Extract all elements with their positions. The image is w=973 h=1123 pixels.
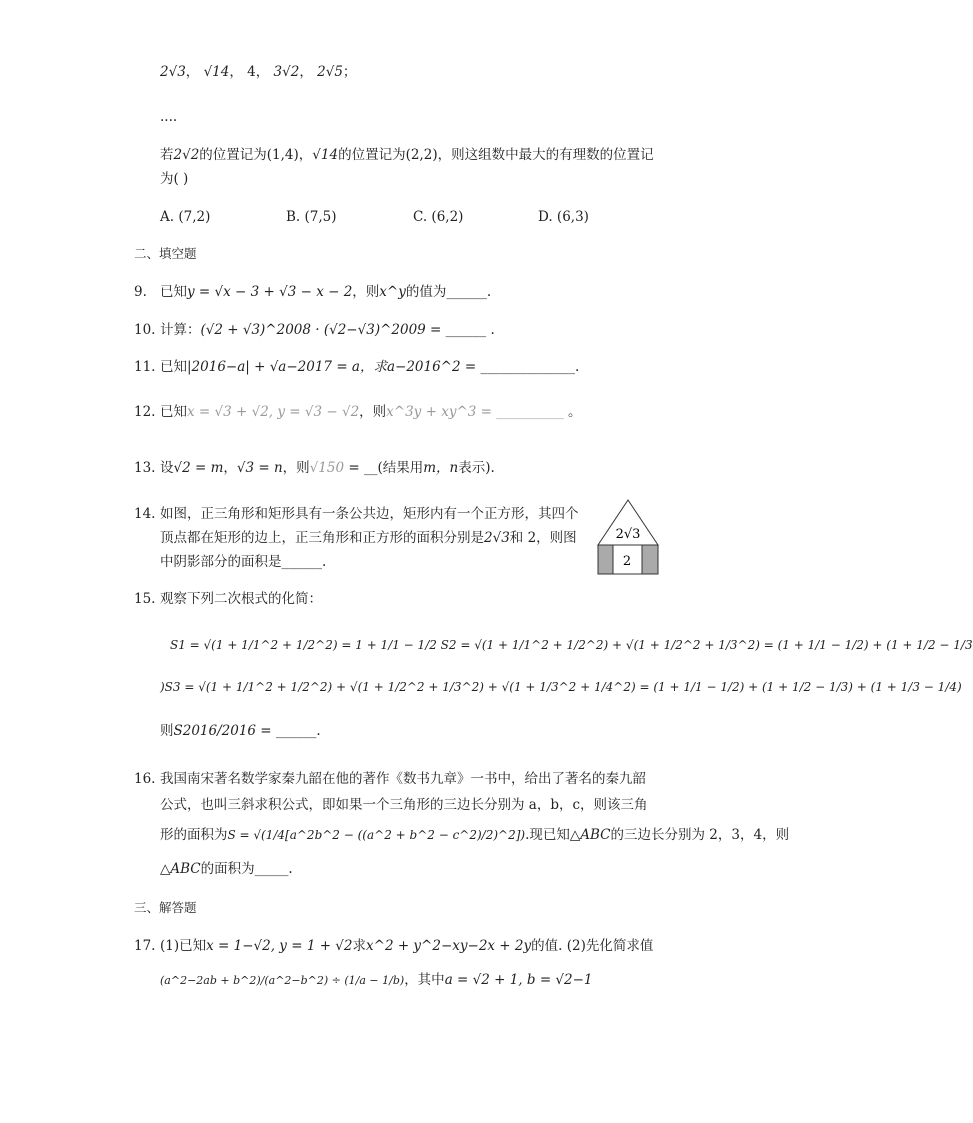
math: 2√3	[484, 530, 510, 546]
text: (1)已知	[160, 938, 207, 954]
math: △ABC	[160, 861, 201, 877]
q8-option-c: C. (6,2)	[413, 209, 464, 225]
math: x^2 + y^2−xy−2x + 2y	[366, 938, 532, 954]
q17-line2	[160, 971, 593, 990]
heron-formula: S = √(1/4[a^2b^2 − ((a^2 + b^2 − c^2)/2)^2])	[227, 828, 526, 842]
math: 2√2	[173, 147, 200, 163]
text: 的值. (2)先化简求值	[531, 938, 654, 954]
text: ______ .	[441, 322, 495, 338]
text: 的面积为_____.	[200, 861, 293, 877]
math: △ABC	[569, 827, 611, 843]
text: 形的面积为	[160, 827, 228, 843]
q14-line1: 如图，正三角形和矩形具有一条公共边，矩形内有一个正方形，其四个	[160, 506, 579, 522]
q12-number: 12.	[134, 404, 156, 420]
q15-formula-1: S1 = √(1 + 1/1^2 + 1/2^2) = 1 + 1/1 − 1/2 S2 = √(1 + 1/1^2 + 1/2^2) + √(1 + 1/2^2 + 1/3^2) = (1 + 1/1 − 1/2) + (1 + 1/2 − 1/3	[170, 638, 973, 652]
text: .现已知	[525, 827, 570, 843]
math: (a^2−2ab + b^2)/(a^2−b^2) ÷ (1/a − 1/b)	[160, 974, 405, 987]
text: 的值为______.	[405, 284, 492, 300]
q15-number: 15.	[134, 591, 156, 607]
q14-line2	[160, 529, 577, 547]
tail: ；	[342, 64, 357, 80]
math: √150	[309, 460, 345, 476]
text: ______________.	[476, 359, 580, 375]
section-title-fill-blank: 二、填空题	[134, 246, 197, 261]
text: 若	[160, 147, 174, 163]
sep: ，	[299, 64, 313, 80]
text: 已知	[160, 359, 187, 375]
math: S2016/2016 = ______.	[173, 723, 321, 739]
q13-body	[160, 459, 495, 477]
text: 的位置记为(1,4)，	[199, 147, 313, 163]
q8-ellipsis: ....	[160, 109, 178, 125]
q8-val-c: 4	[247, 64, 256, 80]
text: 设	[160, 460, 174, 476]
q8-sequence-row	[160, 63, 356, 81]
math: x = 1−√2, y = 1 + √2	[206, 938, 353, 954]
text: ，则	[359, 404, 387, 420]
q15-formula-2: )S3 = √(1 + 1/1^2 + 1/2^2) + √(1 + 1/2^2 + 1/3^2) + √(1 + 1/3^2 + 1/4^2) = (1 + 1/1 − 1/2) + (1 + 1/2 − 1/3) + (1 + 1/3 − 1/4)	[160, 680, 962, 694]
math: √2 = m	[173, 460, 224, 476]
q8-stem-line2: 为( )	[160, 171, 189, 187]
text: 表示).	[458, 460, 495, 476]
math: m，n	[423, 460, 459, 476]
q16-line3	[160, 826, 789, 844]
q8-stem-line1	[160, 146, 654, 164]
q8-val-a: 2√3	[160, 64, 186, 80]
math: √3 = n	[236, 460, 283, 476]
text: 已知	[160, 284, 187, 300]
q15-intro: 观察下列二次根式的化简：	[160, 591, 322, 607]
q15-question	[160, 722, 321, 740]
text: = __(结果用	[344, 460, 424, 476]
q16-number: 16.	[134, 771, 156, 787]
q8-option-a: A. (7,2)	[160, 209, 211, 225]
section-title-solve: 三、解答题	[134, 900, 197, 915]
math: x^y	[379, 284, 406, 300]
text: 已知	[160, 404, 187, 420]
q8-val-e: 2√5	[317, 64, 343, 80]
q14-number: 14.	[134, 506, 156, 522]
math: (√2 + √3)^2008 · (√2−√3)^2009 =	[200, 322, 442, 338]
q13-number: 13.	[134, 460, 156, 476]
math: x = √3 + √2, y = √3 − √2	[187, 404, 360, 420]
text: ，其中	[404, 972, 445, 988]
text: 。	[563, 404, 582, 420]
sep: ，	[255, 64, 270, 80]
q16-line4	[160, 860, 293, 878]
math: a = √2 + 1, b = √2−1	[444, 972, 593, 988]
q8-val-d: 3√2	[273, 64, 300, 80]
q12-body	[160, 403, 582, 421]
q14-line3: 中阴影部分的面积是______.	[160, 554, 327, 570]
q10-body	[160, 321, 495, 339]
q17-number: 17.	[134, 938, 156, 954]
triangle-label: 2√3	[615, 527, 641, 542]
text: 顶点都在矩形的边上，正三角形和正方形的面积分别是	[160, 530, 484, 546]
text: 则	[160, 723, 174, 739]
square-label: 2	[622, 554, 632, 569]
sep: ，	[229, 64, 243, 80]
q9-body	[160, 283, 491, 301]
math: |2016−a| + √a−2017 = a，求a−2016^2 =	[187, 359, 477, 375]
q17-line1	[160, 937, 653, 955]
text: 的位置记为(2,2)，则这组数中最大的有理数的位置记	[338, 147, 654, 163]
math: y = √x − 3 + √3 − x − 2	[187, 284, 353, 300]
math: √14	[312, 147, 339, 163]
q8-val-b: √14	[203, 64, 230, 80]
q14-figure	[596, 498, 660, 576]
text: ，则	[352, 284, 380, 300]
text: ，则	[282, 460, 310, 476]
text: ，	[223, 460, 237, 476]
q16-line1: 我国南宋著名数学家秦九韶在他的著作《数书九章》一书中，给出了著名的秦九韶	[160, 771, 646, 787]
q16-line2: 公式，也叫三斜求积公式，即如果一个三角形的三边长分别为 a，b，c，则该三角	[160, 797, 648, 813]
q8-option-b: B. (7,5)	[286, 209, 337, 225]
text: 计算：	[160, 322, 201, 338]
q9-number: 9.	[134, 284, 147, 300]
q8-option-d: D. (6,3)	[538, 209, 589, 225]
q11-number: 11.	[134, 359, 156, 375]
q10-number: 10.	[134, 322, 156, 338]
text: 求	[352, 938, 367, 954]
math: x^3y + xy^3 = __________	[386, 404, 564, 420]
text: 的三边长分别为 2，3，4，则	[610, 827, 790, 843]
sep: ，	[185, 64, 200, 80]
q11-body	[160, 358, 579, 376]
text: 和 2，则图	[509, 530, 577, 546]
